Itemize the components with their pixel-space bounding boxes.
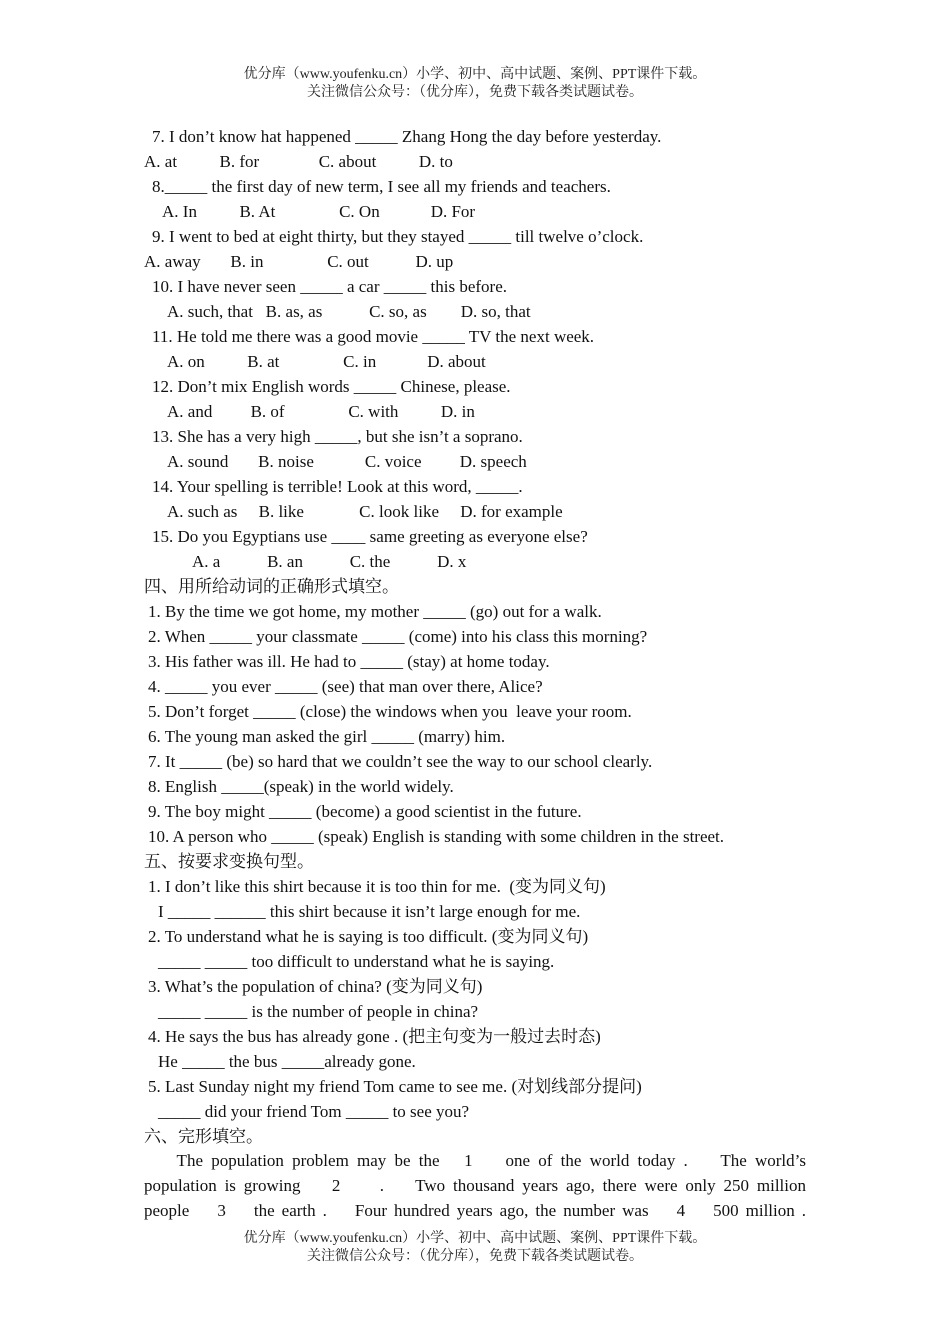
question-9: 9. I went to bed at eight thirty, but they stayed _____ till twelve o’clock. xyxy=(152,227,644,246)
transform-item-3: 3. What’s the population of china? (变为同义句) xyxy=(148,977,483,996)
transform-answer-1: I _____ ______ this shirt because it isn’t large enough for me. xyxy=(158,902,581,921)
options-8: A. In B. At C. On D. For xyxy=(162,202,476,221)
section-heading-4: 四、用所给动词的正确形式填空。 xyxy=(144,577,399,596)
passage-line-3: people 3 the earth . Four hundred years ago, the number was 4 500 million . xyxy=(144,1201,806,1220)
verb-item-3: 3. His father was ill. He had to _____ (stay) at home today. xyxy=(148,652,550,671)
page-footer xyxy=(0,1230,950,1266)
question-14: 14. Your spelling is terrible! Look at this word, _____. xyxy=(152,477,523,496)
header-line-2: 关注微信公众号：（优分库），免费下载各类试题试卷。 xyxy=(307,85,643,100)
question-8: 8._____ the first day of new term, I see all my friends and teachers. xyxy=(152,177,611,196)
options-14: A. such as B. like C. look like D. for example xyxy=(167,502,563,521)
question-15: 15. Do you Egyptians use ____ same greeting as everyone else? xyxy=(152,527,588,546)
options-12: A. and B. of C. with D. in xyxy=(167,402,475,421)
page-header xyxy=(0,66,950,102)
options-11: A. on B. at C. in D. about xyxy=(167,352,486,371)
transform-answer-5: _____ did your friend Tom _____ to see you? xyxy=(158,1102,470,1121)
question-7: 7. I don’t know hat happened _____ Zhang Hong the day before yesterday. xyxy=(152,127,662,146)
verb-item-1: 1. By the time we got home, my mother _____ (go) out for a walk. xyxy=(148,602,602,621)
question-13: 13. She has a very high _____, but she isn’t a soprano. xyxy=(152,427,523,446)
footer-line-2: 关注微信公众号：（优分库），免费下载各类试题试卷。 xyxy=(307,1249,643,1264)
transform-item-1: 1. I don’t like this shirt because it is too thin for me. (变为同义句) xyxy=(148,877,606,896)
transform-item-5: 5. Last Sunday night my friend Tom came to see me. (对划线部分提问) xyxy=(148,1077,642,1096)
footer-line-1: 优分库（www.youfenku.cn）小学、初中、高中试题、案例、PPT课件下载。 xyxy=(243,1231,707,1246)
options-9: A. away B. in C. out D. up xyxy=(144,252,454,271)
header-line-1: 优分库（www.youfenku.cn）小学、初中、高中试题、案例、PPT课件下载。 xyxy=(243,67,707,82)
verb-item-10: 10. A person who _____ (speak) English is standing with some children in the street. xyxy=(148,827,725,846)
section-heading-5: 五、按要求变换句型。 xyxy=(144,852,314,871)
transform-answer-3: _____ _____ is the number of people in china? xyxy=(158,1002,479,1021)
verb-item-2: 2. When _____ your classmate _____ (come) into his class this morning? xyxy=(148,627,648,646)
cloze-passage xyxy=(144,1148,806,1223)
transform-answer-2: _____ _____ too difficult to understand what he is saying. xyxy=(158,952,555,971)
question-11: 11. He told me there was a good movie _____ TV the next week. xyxy=(152,327,595,346)
passage-line-2: population is growing 2 . Two thousand years ago, there were only 250 million xyxy=(144,1176,806,1195)
transform-answer-4: He _____ the bus _____already gone. xyxy=(158,1052,416,1071)
passage-line-1: The population problem may be the 1 one of the world today . The world’s xyxy=(144,1151,806,1170)
verb-item-7: 7. It _____ (be) so hard that we couldn’t see the way to our school clearly. xyxy=(148,752,653,771)
verb-item-5: 5. Don’t forget _____ (close) the windows when you leave your room. xyxy=(148,702,632,721)
section-heading-6: 六、完形填空。 xyxy=(144,1127,263,1146)
verb-item-8: 8. English _____(speak) in the world widely. xyxy=(148,777,454,796)
transform-item-4: 4. He says the bus has already gone . (把主句变为一般过去时态) xyxy=(148,1027,601,1046)
verb-item-6: 6. The young man asked the girl _____ (marry) him. xyxy=(148,727,506,746)
options-13: A. sound B. noise C. voice D. speech xyxy=(167,452,527,471)
question-12: 12. Don’t mix English words _____ Chinese, please. xyxy=(152,377,511,396)
options-7: A. at B. for C. about D. to xyxy=(144,152,453,171)
question-10: 10. I have never seen _____ a car _____ this before. xyxy=(152,277,507,296)
verb-item-4: 4. _____ you ever _____ (see) that man over there, Alice? xyxy=(148,677,543,696)
options-15: A. a B. an C. the D. x xyxy=(192,552,467,571)
options-10: A. such, that B. as, as C. so, as D. so, that xyxy=(167,302,531,321)
verb-item-9: 9. The boy might _____ (become) a good scientist in the future. xyxy=(148,802,582,821)
transform-item-2: 2. To understand what he is saying is too difficult. (变为同义句) xyxy=(148,927,589,946)
